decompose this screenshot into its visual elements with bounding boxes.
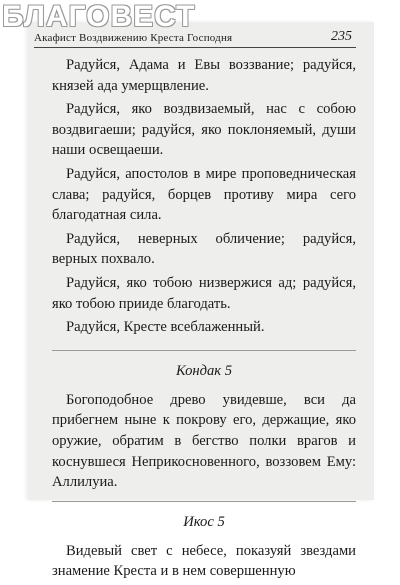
paragraph: Радуйся, апостолов в мире проповедническая слава; радуйся, борцев противу мира сего благодатная сила. [52, 165, 356, 224]
paragraph: Радуйся, яко воздвизаемый, нас с собою воздвигаеши; радуйся, яко поклоняемый, души наши освещаеши. [52, 101, 356, 159]
page-body [52, 55, 356, 585]
paragraph: Радуйся, неверных обличение; радуйся, верных похвало. [52, 230, 356, 268]
page-number: 235 [331, 29, 352, 44]
paragraph: Радуйся, Адама и Евы воззвание; радуйся, князей ада умерщвление. [52, 57, 356, 94]
section-divider [52, 350, 356, 351]
section-divider [52, 501, 356, 502]
paragraph: Радуйся, яко тобою низвержися ад; радуйся, яко тобою прииде благодать. [52, 274, 356, 312]
book-page [28, 22, 374, 580]
ikos-heading: Икос 5 [183, 513, 225, 530]
ikos-text: Видевый свет с небесе, показуяй звездами знамение Креста и в нем совершенную [52, 542, 356, 580]
watermark-logo: БЛАГОВЕСТ [2, 0, 196, 33]
paragraph: Радуйся, Кресте всеблаженный. [66, 319, 265, 336]
kontakion-heading: Кондак 5 [175, 362, 233, 379]
running-head-title: Акафист Воздвижению Креста Господня [34, 32, 233, 44]
kontakion-text: Богоподобное древо увидевше, вси да прибегнем ныне к покрову его, держащие, яко оружие, обратим в бегство полки врагов и коснувшеся Неприкосновенного, воззовем Ему: Аллилуиа. [52, 391, 356, 491]
